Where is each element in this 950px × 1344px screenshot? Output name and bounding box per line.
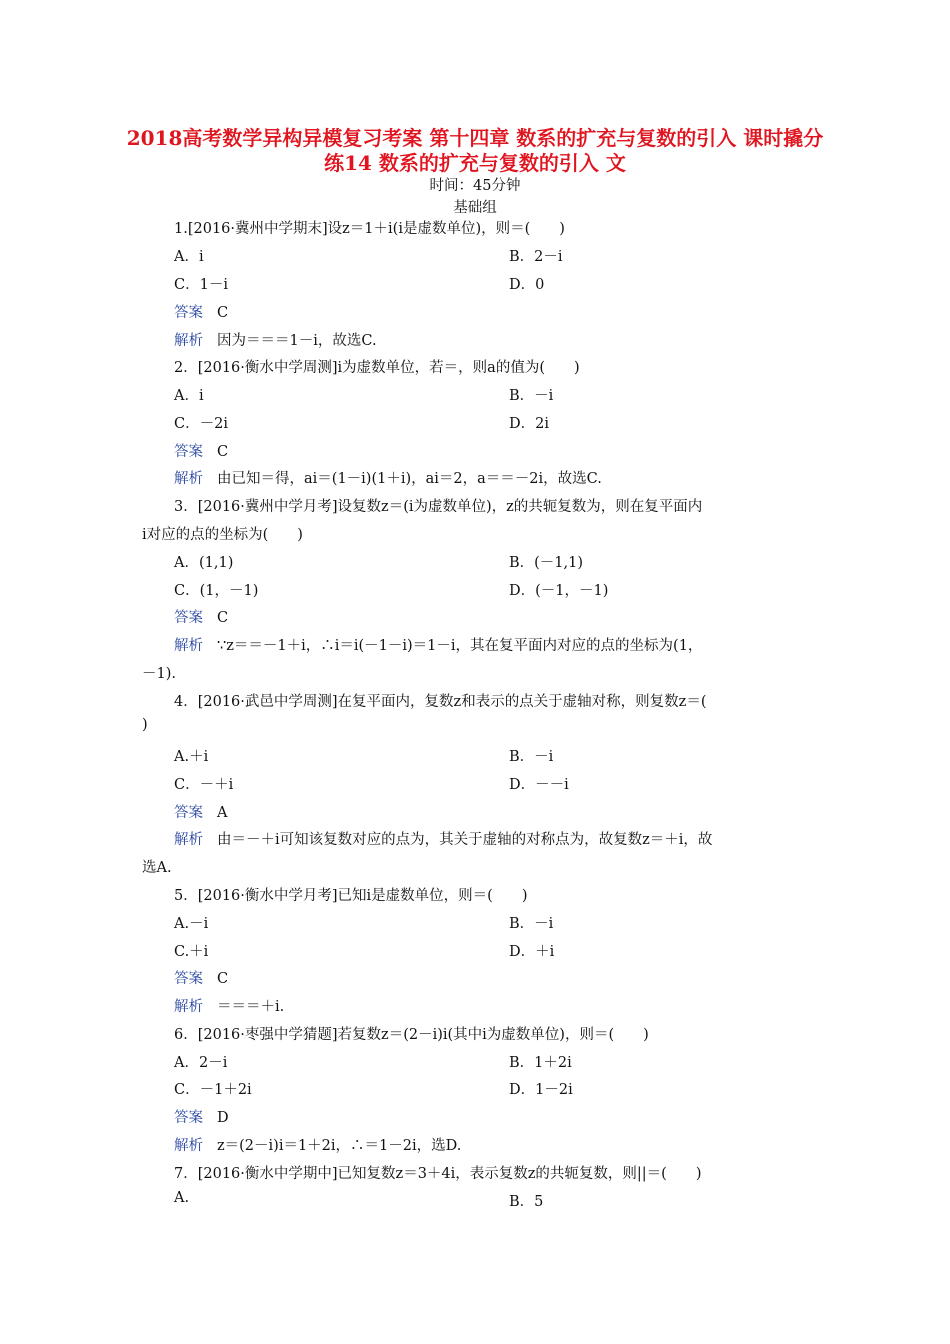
- answer-value: C: [217, 444, 229, 460]
- question-5-analysis: [174, 995, 284, 1016]
- question-6-option-a: A．2－i: [174, 1055, 228, 1071]
- analysis-text: ∵z＝＝－1＋i，∴i＝i(－1－i)＝1－i，其在复平面内对应的点的坐标为(1，: [217, 638, 703, 654]
- question-5-option-b: B．－i: [509, 916, 554, 932]
- analysis-text: 由已知＝得，ai＝(1－i)(1＋i)，ai＝2，a＝＝－2i，故选C.: [217, 471, 602, 487]
- time-limit: 时间：45分钟: [429, 178, 521, 194]
- question-1-option-b: B．2－i: [509, 249, 563, 265]
- question-2-option-b: B．－i: [509, 388, 554, 404]
- question-5-option-a: A.－i: [174, 916, 209, 932]
- question-6-option-d: D．1－2i: [509, 1082, 573, 1098]
- answer-tag: 答案: [174, 1110, 203, 1126]
- answer-tag: 答案: [174, 305, 203, 321]
- question-4-analysis: [174, 828, 712, 849]
- question-1-option-d: D．0: [509, 277, 545, 293]
- question-1-option-c: C．1－i: [174, 277, 228, 293]
- question-2-option-c: C．－2i: [174, 416, 228, 432]
- answer-tag: 答案: [174, 971, 203, 987]
- analysis-tag: 解析: [174, 1138, 203, 1154]
- question-1-analysis: [174, 329, 377, 350]
- question-4-analysis-continued: 选A.: [142, 860, 172, 876]
- answer-value: D: [217, 1110, 229, 1126]
- answer-tag: 答案: [174, 444, 203, 460]
- question-2-stem: 2．[2016·衡水中学周测]i为虚数单位，若＝，则a的值为( ): [174, 360, 580, 376]
- question-6-stem: 6．[2016·枣强中学猜题]若复数z＝(2－i)i(其中i为虚数单位)，则＝( ): [174, 1027, 649, 1043]
- analysis-tag: 解析: [174, 999, 203, 1015]
- question-3-stem-continued: i对应的点的坐标为( ): [142, 527, 303, 543]
- question-1-answer: [174, 301, 228, 322]
- analysis-tag: 解析: [174, 333, 203, 349]
- answer-value: C: [217, 971, 229, 987]
- question-7-stem: 7．[2016·衡水中学期中]已知复数z＝3＋4i，表示复数z的共轭复数，则||＝( ): [174, 1166, 702, 1182]
- question-2-option-d: D．2i: [509, 416, 549, 432]
- question-3-stem: 3．[2016·冀州中学月考]设复数z＝(i为虚数单位)，z的共轭复数为，则在复平面内: [174, 499, 703, 515]
- analysis-tag: 解析: [174, 638, 203, 654]
- question-6-analysis: [174, 1134, 461, 1155]
- question-4-option-c: C．－＋i: [174, 777, 234, 793]
- question-2-analysis: [174, 467, 602, 488]
- question-1-stem: 1.[2016·冀州中学期末]设z＝1＋i(i是虚数单位)，则＝( ): [174, 221, 565, 237]
- question-3-option-a: A．(1,1): [174, 555, 234, 571]
- section-heading: 基础组: [453, 200, 497, 216]
- question-2-option-a: A．i: [174, 388, 204, 404]
- question-6-answer: [174, 1106, 229, 1127]
- question-4-answer: [174, 801, 227, 822]
- question-6-option-b: B．1＋2i: [509, 1055, 572, 1071]
- question-4-option-b: B．－i: [509, 749, 554, 765]
- question-3-option-c: C．(1，－1): [174, 583, 259, 599]
- question-3-option-b: B．(－1,1): [509, 555, 584, 571]
- question-7-option-b: B．5: [509, 1194, 544, 1210]
- analysis-text: z＝(2－i)i＝1＋2i，∴＝1－2i，选D.: [217, 1138, 462, 1154]
- question-5-option-c: C.＋i: [174, 944, 209, 960]
- question-2-answer: [174, 440, 228, 461]
- analysis-text: ＝＝＝＋i.: [217, 999, 285, 1015]
- question-6-option-c: C．－1＋2i: [174, 1082, 252, 1098]
- question-4-stem: 4．[2016·武邑中学周测]在复平面内，复数z和表示的点关于虚轴对称，则复数z＝(: [174, 694, 707, 710]
- document-title: 2018高考数学异构异模复习考案 第十四章 数系的扩充与复数的引入 课时撬分练14 数系的扩充与复数的引入 文: [126, 126, 824, 175]
- question-3-analysis: [174, 634, 702, 655]
- question-4-option-d: D．－－i: [509, 777, 569, 793]
- answer-tag: 答案: [174, 610, 203, 626]
- question-5-option-d: D．＋i: [509, 944, 555, 960]
- question-5-answer: [174, 967, 228, 988]
- analysis-text: 由＝－＋i可知该复数对应的点为，其关于虚轴的对称点为，故复数z＝＋i，故: [217, 832, 713, 848]
- question-3-option-d: D．(－1，－1): [509, 583, 609, 599]
- question-3-answer: [174, 606, 228, 627]
- question-5-stem: 5．[2016·衡水中学月考]已知i是虚数单位，则＝( ): [174, 888, 528, 904]
- answer-value: C: [217, 610, 229, 626]
- analysis-tag: 解析: [174, 471, 203, 487]
- question-4-stem-continued: ): [142, 717, 148, 733]
- analysis-text: 因为＝＝＝1－i，故选C.: [217, 333, 377, 349]
- question-7-option-a: A.: [174, 1190, 190, 1206]
- answer-value: C: [217, 305, 229, 321]
- answer-tag: 答案: [174, 805, 203, 821]
- analysis-tag: 解析: [174, 832, 203, 848]
- question-1-option-a: A．i: [174, 249, 204, 265]
- question-3-analysis-continued: －1).: [142, 666, 176, 682]
- question-4-option-a: A.＋i: [174, 749, 209, 765]
- answer-value: A: [217, 805, 228, 821]
